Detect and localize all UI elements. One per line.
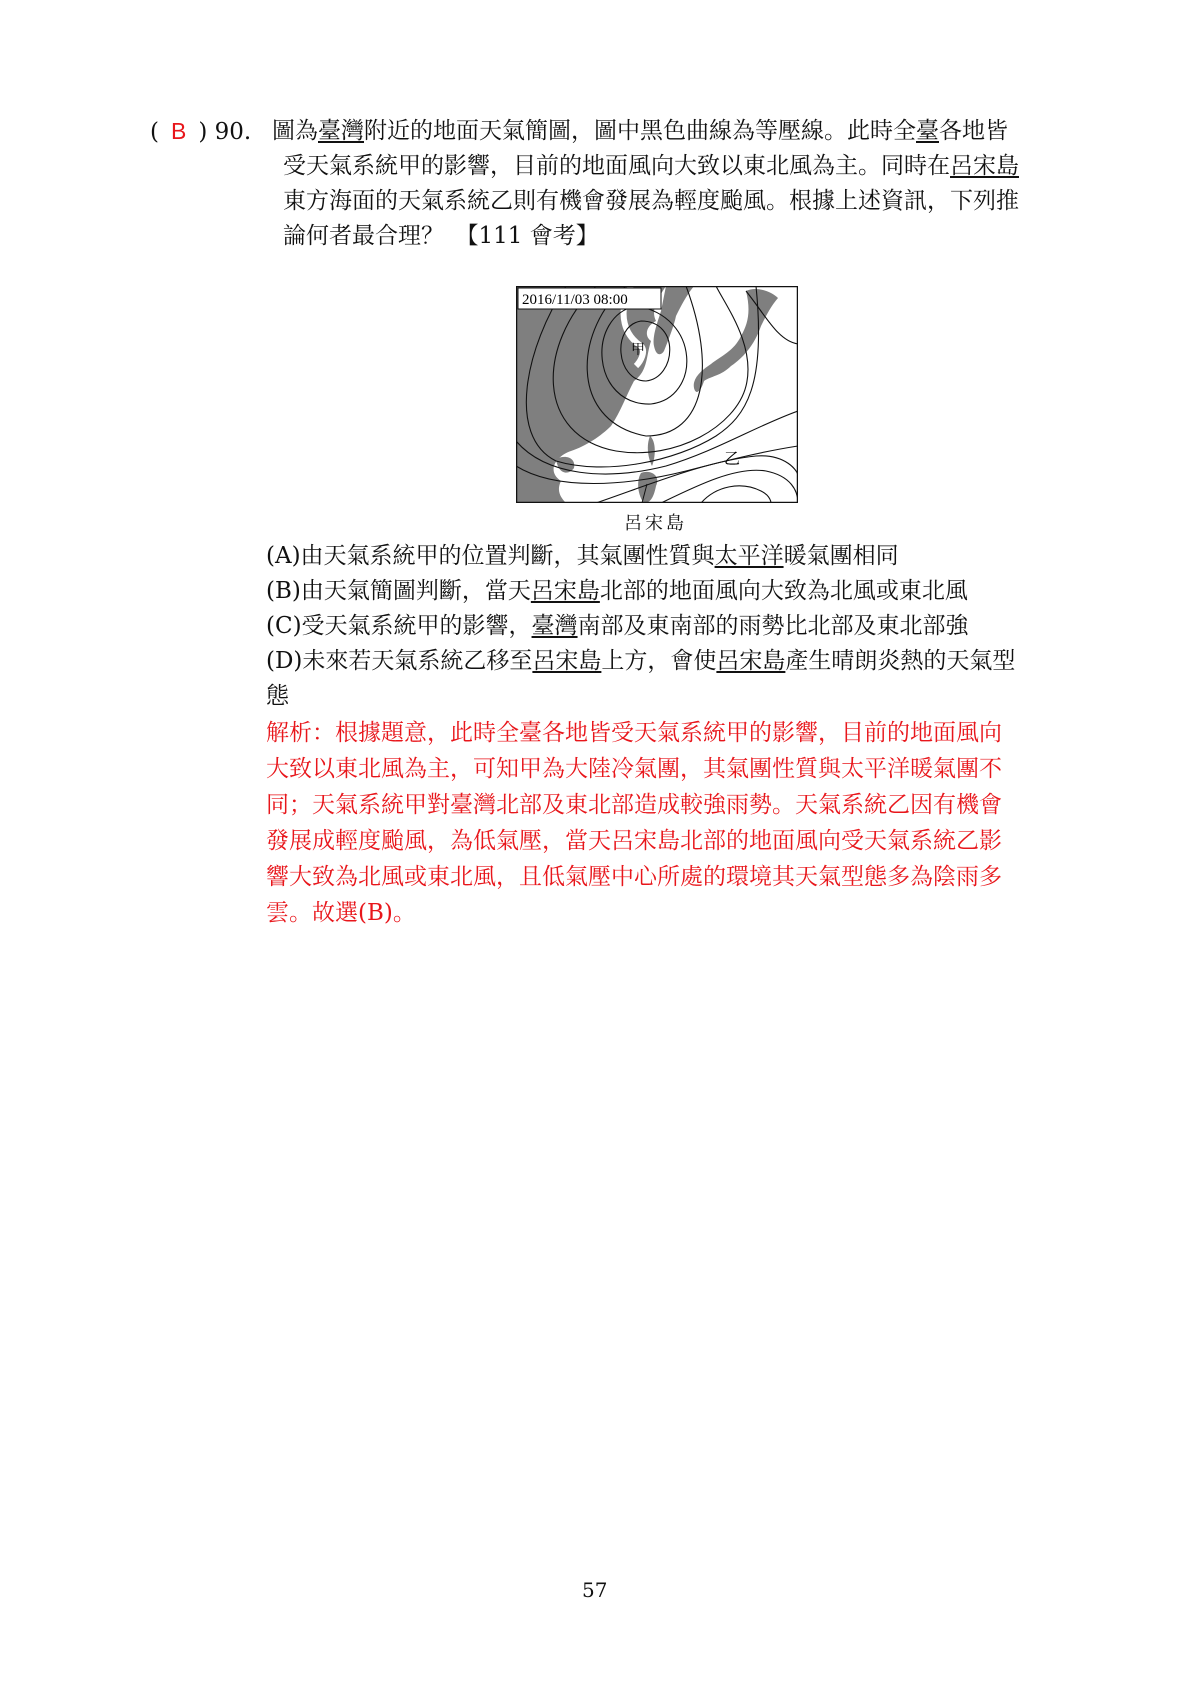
- label-system-b: 乙: [724, 449, 741, 468]
- text-segment: 響大致為北風或東北風，且低氣壓中心所處的環境其天氣型態多為陰雨多: [266, 864, 1002, 890]
- underlined-proper-noun: 呂宋島: [950, 153, 1019, 179]
- text-segment: 大致以東北風為主，可知甲為大陸冷氣團，其氣團性質與太平洋暖氣團不: [266, 756, 1002, 782]
- text-segment: (C)受天氣系統甲的影響，: [266, 613, 532, 639]
- text-segment: 各地皆: [939, 118, 1008, 144]
- text-segment: 論何者最合理？ 【111 會考】: [283, 223, 599, 249]
- page-number: 57: [582, 1578, 608, 1602]
- text-segment: (D)未來若天氣系統乙移至: [266, 648, 533, 674]
- text-segment: 東方海面的天氣系統乙則有機會發展為輕度颱風。根據上述資訊，下列推: [283, 188, 1019, 214]
- question-header: [150, 116, 251, 147]
- analysis-line: [266, 898, 416, 928]
- option-line: [266, 646, 1015, 676]
- option-line: [266, 681, 289, 711]
- text-segment: 同；天氣系統甲對臺灣北部及東北部造成較強雨勢。天氣系統乙因有機會: [266, 792, 1002, 818]
- text-segment: 態: [266, 683, 289, 709]
- text-segment: 北部的地面風向大致為北風或東北風: [599, 578, 968, 604]
- underlined-proper-noun: 臺灣: [318, 118, 364, 144]
- text-segment: 產生晴朗炎熱的天氣型: [785, 648, 1016, 674]
- analysis-line: [266, 754, 1002, 784]
- analysis-line: [266, 862, 1002, 892]
- text-segment: 發展成輕度颱風，為低氣壓，當天呂宋島北部的地面風向受天氣系統乙影: [266, 828, 1002, 854]
- option-line: [266, 611, 969, 641]
- map-caption-luzon: 呂宋島: [624, 513, 687, 534]
- map-timestamp: 2016/11/03 08:00: [522, 292, 628, 308]
- underlined-proper-noun: 呂宋島: [716, 648, 786, 674]
- text-segment: 南部及東南部的雨勢比北部及東北部強: [577, 613, 969, 639]
- underlined-proper-noun: 臺灣: [531, 613, 578, 639]
- text-segment: 附近的地面天氣簡圖，圖中黑色曲線為等壓線。此時全: [364, 118, 916, 144]
- question-number: 90.: [214, 119, 252, 145]
- text-segment: 受天氣系統甲的影響，目前的地面風向大致以東北風為主。同時在: [283, 153, 950, 179]
- question-line: [283, 151, 1019, 181]
- text-segment: 雲。故選(B)。: [266, 900, 416, 926]
- text-segment: 暖氣團相同: [783, 543, 899, 569]
- underlined-proper-noun: 呂宋島: [532, 648, 602, 674]
- weather-map: [516, 286, 798, 503]
- underlined-proper-noun: 太平洋: [714, 543, 784, 569]
- question-line: [272, 116, 1008, 146]
- underlined-proper-noun: 呂宋島: [530, 578, 600, 604]
- question-line: [283, 221, 599, 251]
- text-segment: (A)由天氣系統甲的位置判斷，其氣團性質與: [266, 543, 715, 569]
- analysis-line: [266, 826, 1002, 856]
- text-segment: (B)由天氣簡圖判斷，當天: [266, 578, 531, 604]
- underlined-proper-noun: 臺: [916, 118, 939, 144]
- analysis-line: [266, 718, 1002, 748]
- option-line: [266, 541, 899, 571]
- option-line: [266, 576, 968, 606]
- question-line: [283, 186, 1019, 216]
- paren-open: (: [150, 119, 159, 145]
- label-system-a: 甲: [631, 342, 645, 358]
- text-segment: 解析：根據題意，此時全臺各地皆受天氣系統甲的影響，目前的地面風向: [266, 720, 1002, 746]
- answer-letter: B: [170, 118, 187, 144]
- text-segment: 圖為: [272, 118, 318, 144]
- paren-close: ): [198, 119, 208, 145]
- text-segment: 上方，會使: [601, 648, 717, 674]
- analysis-line: [266, 790, 1002, 820]
